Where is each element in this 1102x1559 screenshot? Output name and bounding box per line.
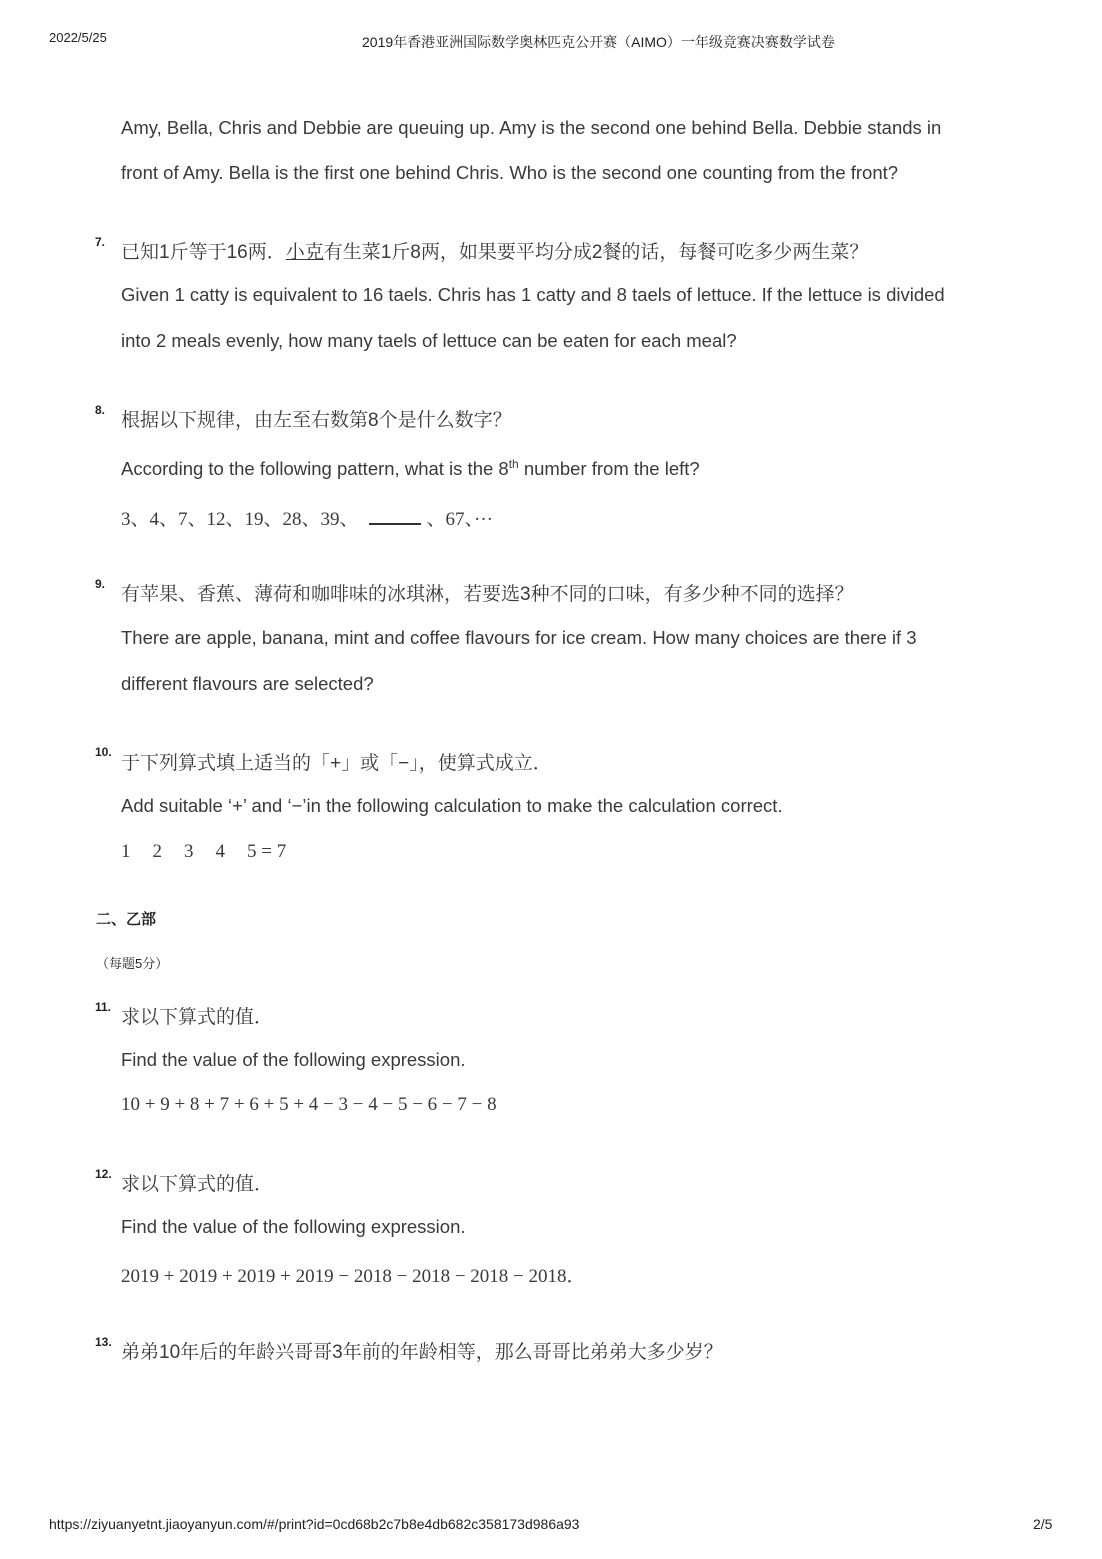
section-title: 二、乙部	[96, 911, 157, 928]
q13-chinese: 弟弟10年后的年龄兴哥哥3年前的年龄相等，那么哥哥比弟弟大多少岁？	[121, 1342, 723, 1363]
q10-term-4: 4	[215, 841, 225, 862]
q12-english: Find the value of the following expression.	[121, 1216, 466, 1237]
q9-chinese: 有苹果、香蕉、薄荷和咖啡味的冰琪淋，若要选3种不同的口味，有多少种不同的选择？	[121, 584, 854, 605]
q10-english: Add suitable ‘+’ and ‘−’in the following calculation to make the calculation correct.	[121, 795, 783, 816]
question-number-13: 13.	[95, 1335, 112, 1349]
q8-en-sup: th	[508, 457, 519, 471]
q9-english-line1: There are apple, banana, mint and coffee flavours for ice cream. How many choices are there if 3	[121, 627, 917, 648]
q10-term-3: 3	[184, 841, 194, 862]
q7-cn-post: 有生菜1斤8两，如果要平均分成2餐的话，每餐可吃多少两生菜？	[323, 242, 869, 263]
q10-term-2: 2	[152, 841, 162, 862]
q11-english: Find the value of the following expression.	[121, 1049, 466, 1070]
q8-seq-pre: 3、4、7、12、19、28、39、	[121, 509, 359, 530]
q11-chinese: 求以下算式的值．	[121, 1007, 274, 1028]
q9-english-line2: different flavours are selected?	[121, 673, 374, 694]
q7-english-line2: into 2 meals evenly, how many taels of lettuce can be eaten for each meal?	[121, 330, 737, 351]
q10-expression	[121, 841, 286, 863]
q10-chinese: 于下列算式填上适当的「+」或「−」，使算式成立．	[121, 753, 552, 774]
section-subtitle: （每题5分）	[96, 956, 169, 971]
question-number-10: 10.	[95, 745, 112, 759]
question-number-11: 11.	[95, 1000, 112, 1014]
q8-seq-post: 、67、···	[426, 509, 493, 530]
print-date: 2022/5/25	[49, 30, 107, 45]
answer-blank[interactable]	[369, 505, 421, 525]
q10-term-1: 1	[121, 841, 131, 862]
q6-english-line1: Amy, Bella, Chris and Debbie are queuing up. Amy is the second one behind Bella. Debbie stands in	[121, 117, 942, 138]
q12-chinese: 求以下算式的值．	[121, 1174, 274, 1195]
question-number-9: 9.	[95, 577, 106, 591]
page-number: 2/5	[1033, 1516, 1053, 1532]
q8-sequence	[121, 504, 493, 531]
question-number-7: 7.	[95, 235, 106, 249]
q7-chinese	[121, 237, 868, 264]
q8-chinese: 根据以下规律，由左至右数第8个是什么数字？	[121, 410, 512, 431]
question-number-8: 8.	[95, 403, 106, 417]
q7-cn-name: 小克	[285, 242, 324, 263]
q7-cn-pre: 已知1斤等于16两．	[121, 242, 286, 263]
q7-english-line1: Given 1 catty is equivalent to 16 taels. Chris has 1 catty and 8 taels of lettuce. If the lettuce is divided	[121, 284, 945, 305]
q8-en-pre: According to the following pattern, what is the 8	[121, 458, 509, 480]
q10-term-5: 5 = 7	[247, 841, 287, 862]
document-title: 2019年香港亚洲国际数学奥林匹克公开赛（AIMO）一年级竞赛决赛数学试卷	[362, 34, 835, 50]
q6-english-line2: front of Amy. Bella is the first one behind Chris. Who is the second one counting from the front?	[121, 162, 899, 183]
q8-en-post: number from the left?	[518, 458, 700, 480]
question-number-12: 12.	[95, 1167, 112, 1181]
q12-expression: 2019 + 2019 + 2019 + 2019 − 2018 − 2018 − 2018 − 2018．	[121, 1266, 586, 1287]
print-url: https://ziyuanyetnt.jiaoyanyun.com/#/print?id=0cd68b2c7b8e4db682c358173d986a93	[49, 1516, 580, 1532]
q11-expression: 10 + 9 + 8 + 7 + 6 + 5 + 4 − 3 − 4 − 5 − 6 − 7 − 8	[121, 1094, 497, 1115]
q8-english	[121, 457, 700, 480]
